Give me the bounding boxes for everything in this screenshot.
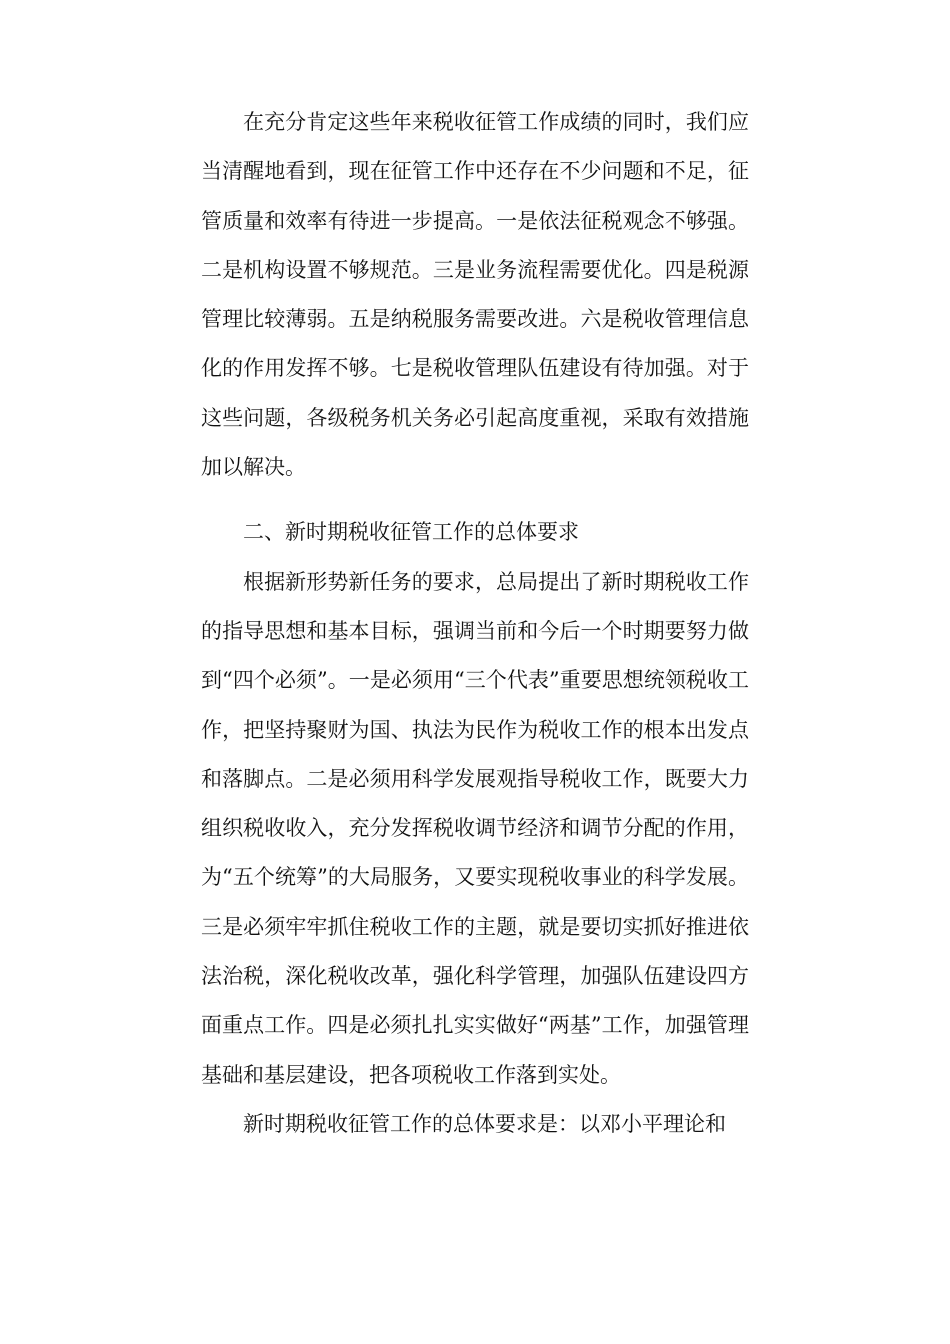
section-heading: 二、新时期税收征管工作的总体要求 [243,520,579,545]
document-body [201,98,749,1149]
body-paragraph: 新时期税收征管工作的总体要求是：以邓小平理论和 [243,1111,726,1136]
body-paragraph: 根据新形势新任务的要求，总局提出了新时期税收工作的指导思想和基本目标，强调当前和今后一个时期要努力做到“四个必须”。一是必须用“三个代表”重要思想统领税收工作，把坚持聚财为国、执法为民作为税收工作的根本出发点和落脚点。二是必须用科学发展观指导税收工作，既要大力组织税收收入，充分发挥税收调节经济和调节分配的作用，为“五个统筹”的大局服务，又要实现税收事业的科学发展。三是必须牢牢抓住税收工作的主题，就是要切实抓好推进依法治税，深化税收改革，强化科学管理，加强队伍建设四方面重点工作。四是必须扎扎实实做好“两基”工作，加强管理基础和基层建设，把各项税收工作落到实处。 [201,569,749,1087]
body-paragraph: 在充分肯定这些年来税收征管工作成绩的同时，我们应当清醒地看到，现在征管工作中还存在不少问题和不足，征管质量和效率有待进一步提高。一是依法征税观念不够强。二是机构设置不够规范。三是业务流程需要优化。四是税源管理比较薄弱。五是纳税服务需要改进。六是税收管理信息化的作用发挥不够。七是税收管理队伍建设有待加强。对于这些问题，各级税务机关务必引起高度重视，采取有效措施加以解决。 [201,110,749,480]
